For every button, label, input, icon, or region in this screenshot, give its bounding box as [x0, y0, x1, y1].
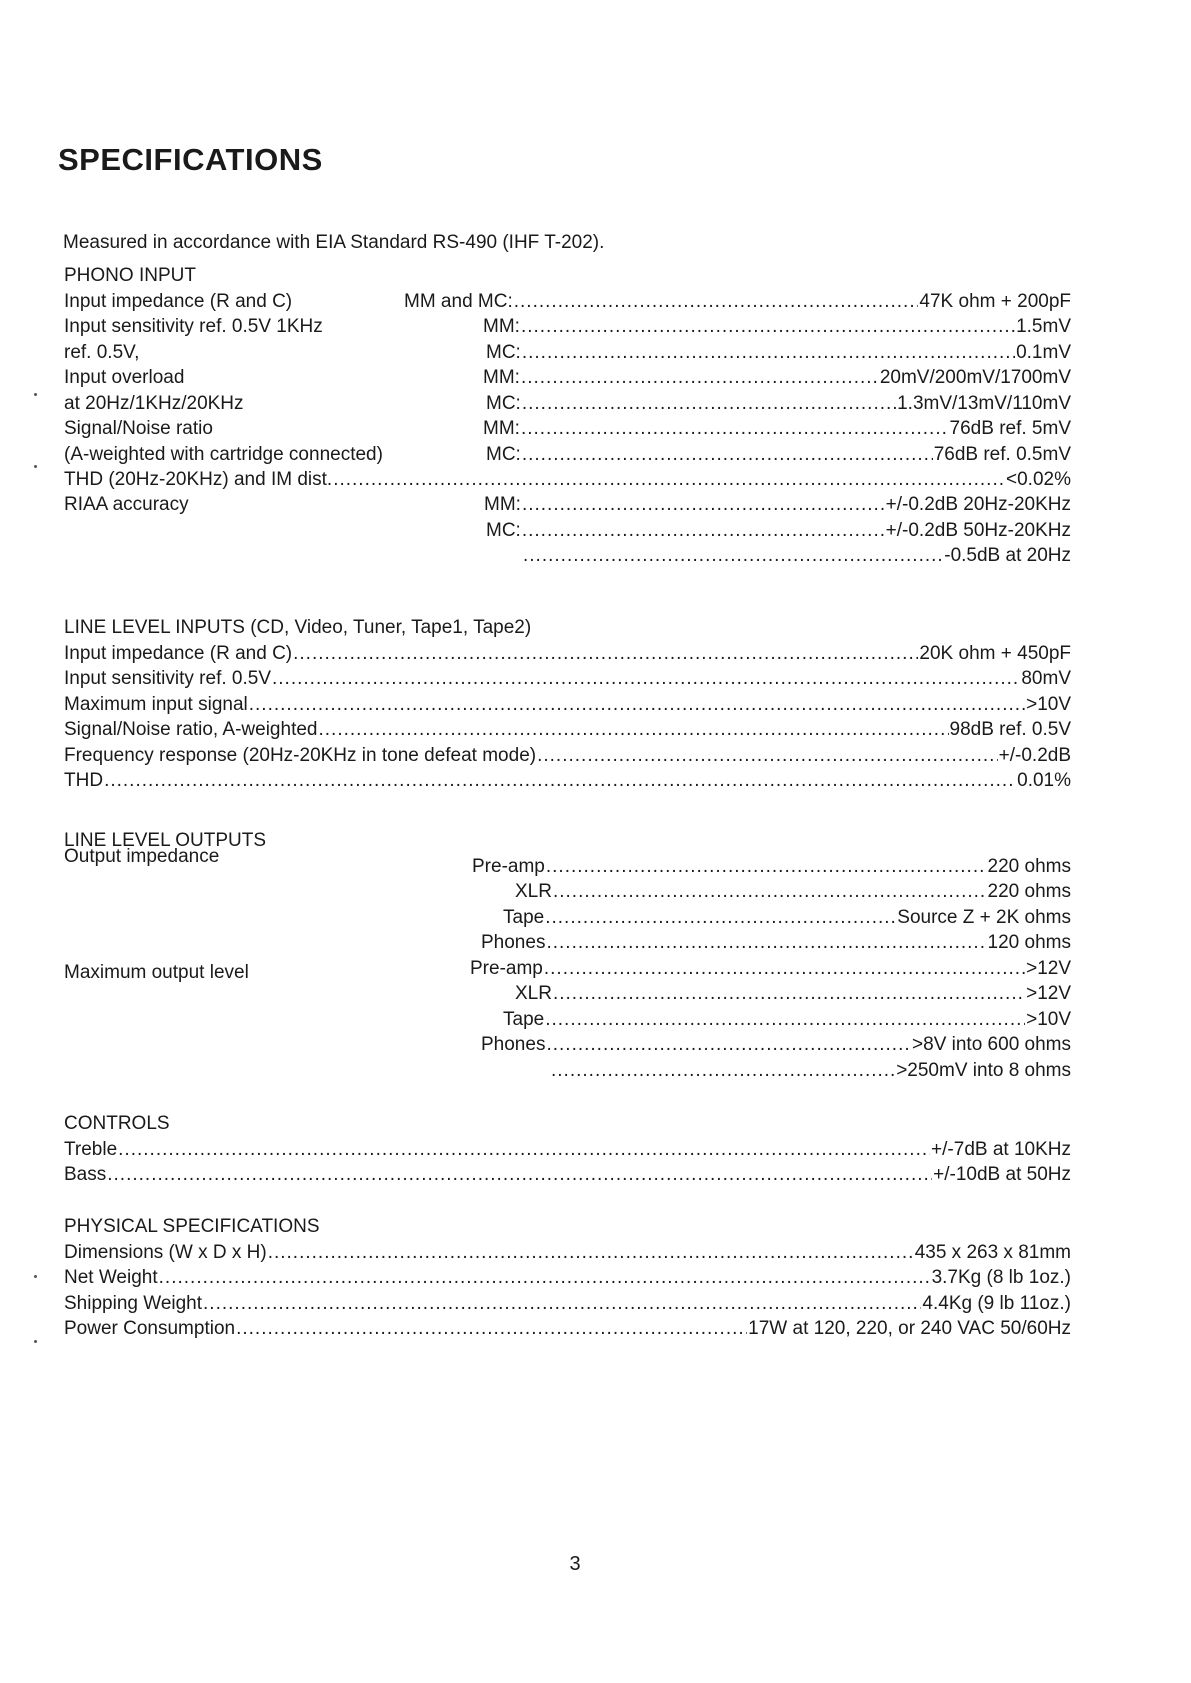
spec-row — [404, 289, 1071, 315]
spec-value: 17W at 120, 220, or 240 VAC 50/60Hz — [748, 1318, 1071, 1339]
spec-label: at 20Hz/1KHz/20KHz — [64, 392, 244, 414]
spec-label: Signal/Noise ratio — [64, 418, 213, 439]
spec-value: 47K ohm + 200pF — [919, 290, 1071, 312]
spec-row — [470, 981, 1071, 1007]
page-number: 3 — [569, 1553, 581, 1575]
spec-value: 4.4Kg (9 lb 11oz.) — [922, 1292, 1071, 1314]
spec-value: 20mV/200mV/1700mV — [879, 367, 1071, 388]
spec-sublabel: MC: — [486, 519, 521, 541]
spec-row — [472, 905, 1071, 931]
section-heading: CONTROLS — [64, 1113, 170, 1134]
spec-label: Input overload — [64, 367, 185, 388]
spec-row — [404, 340, 1071, 366]
spec-value: 1.5mV — [1016, 316, 1071, 337]
max-output-label-col — [64, 960, 249, 986]
leader-dots — [546, 1032, 911, 1058]
leader-dots — [545, 905, 896, 931]
spec-row — [64, 1162, 1071, 1188]
spec-value: 220 ohms — [987, 881, 1071, 902]
spec-sublabel: MM: — [484, 494, 521, 515]
spec-label: Input sensitivity ref. 0.5V 1KHz — [64, 316, 323, 337]
spec-row — [64, 717, 1071, 743]
spec-sublabel: XLR — [515, 881, 552, 902]
spec-value: 435 x 263 x 81mm — [914, 1241, 1071, 1263]
spec-sublabel: MM: — [483, 367, 520, 388]
leader-dots — [333, 467, 1005, 493]
spec-value: +/-0.2dB 50Hz-20KHz — [885, 519, 1071, 541]
output-impedance-label-col — [64, 844, 219, 870]
spec-row — [404, 314, 1071, 340]
spec-label: Input sensitivity ref. 0.5V — [64, 668, 271, 689]
riaa-block — [64, 492, 1071, 569]
spec-sublabel: Phones — [481, 932, 546, 953]
line-inputs-section — [64, 615, 1071, 794]
spec-label: Dimensions (W x D x H) — [64, 1241, 267, 1263]
leader-dots — [514, 289, 919, 315]
phono-section — [64, 263, 1071, 569]
spec-row — [64, 692, 1071, 718]
spec-sublabel: Pre-amp — [470, 957, 543, 979]
spec-row — [64, 1137, 1071, 1163]
section-heading: LINE LEVEL INPUTS (CD, Video, Tuner, Tape1, Tape2) — [64, 617, 532, 638]
spec-value: >10V — [1026, 693, 1071, 715]
leader-dots — [537, 743, 998, 769]
output-impedance-values — [472, 854, 1071, 956]
spec-row — [64, 768, 1071, 794]
physical-section — [64, 1214, 1071, 1342]
spec-row — [64, 1291, 1071, 1317]
leader-dots — [318, 717, 948, 743]
spec-label: Treble — [64, 1138, 118, 1160]
spec-label: ref. 0.5V, — [64, 341, 140, 363]
phono-values — [404, 289, 1071, 468]
spec-value: <0.02% — [1006, 468, 1071, 490]
leader-dots — [546, 930, 986, 956]
spec-label: RIAA accuracy — [64, 494, 189, 515]
line-outputs-section — [64, 828, 1071, 1084]
spec-value: 220 ohms — [987, 855, 1071, 877]
phono-block — [64, 289, 1071, 467]
spec-row — [470, 1007, 1071, 1033]
spec-row — [64, 666, 1071, 692]
spec-value: Source Z + 2K ohms — [897, 906, 1071, 928]
spec-row — [404, 391, 1071, 417]
section-heading: PHYSICAL SPECIFICATIONS — [64, 1216, 320, 1237]
spec-label: Net Weight — [64, 1267, 158, 1288]
spec-label: Maximum input signal — [64, 693, 248, 715]
scan-speck — [34, 1340, 37, 1343]
spec-label: Frequency response (20Hz-20KHz in tone defeat mode) — [64, 744, 537, 766]
spec-row — [64, 641, 1071, 667]
spec-label: THD (20Hz-20KHz) and IM dist. — [64, 468, 333, 490]
spec-sublabel: MC: — [486, 392, 521, 414]
spec-row — [470, 1032, 1071, 1058]
leader-dots — [553, 879, 987, 905]
spec-sublabel: MC: — [486, 341, 521, 363]
leader-dots — [236, 1316, 747, 1342]
spec-value: >10V — [1026, 1008, 1071, 1030]
scan-speck — [34, 393, 37, 396]
riaa-values — [484, 492, 1071, 569]
spec-sublabel: MC: — [486, 443, 521, 465]
spec-row — [404, 442, 1071, 468]
spec-value: 76dB ref. 0.5mV — [933, 443, 1071, 465]
leader-dots — [272, 666, 1020, 692]
leader-dots — [522, 492, 885, 518]
spec-value: 120 ohms — [987, 932, 1071, 953]
leader-dots — [293, 641, 918, 667]
leader-dots — [159, 1265, 931, 1291]
spec-sublabel: Tape — [503, 1008, 545, 1030]
leader-dots — [546, 854, 987, 880]
spec-row — [484, 492, 1071, 518]
leader-dots — [551, 1058, 895, 1084]
leader-dots — [268, 1240, 914, 1266]
spec-sublabel: Tape — [503, 906, 545, 928]
spec-value: >12V — [1026, 983, 1071, 1004]
spec-label: Bass — [64, 1164, 107, 1185]
page-title: SPECIFICATIONS — [58, 142, 323, 177]
spec-label: Shipping Weight — [64, 1292, 203, 1314]
spec-label: THD — [64, 770, 104, 791]
leader-dots — [104, 768, 1016, 794]
spec-value: +/-10dB at 50Hz — [933, 1164, 1071, 1185]
spec-row — [64, 1316, 1071, 1342]
leader-dots — [249, 692, 1025, 718]
spec-label: Input impedance (R and C) — [64, 290, 293, 312]
leader-dots — [522, 518, 885, 544]
spec-row — [472, 930, 1071, 956]
spec-row — [470, 956, 1071, 982]
spec-row — [470, 1058, 1071, 1084]
leader-dots — [522, 391, 896, 417]
max-output-values — [470, 956, 1071, 1084]
spec-sublabel: Pre-amp — [472, 855, 545, 877]
spec-row — [64, 467, 1071, 493]
scan-speck — [34, 465, 37, 468]
leader-dots — [107, 1162, 932, 1188]
spec-value: 3.7Kg (8 lb 1oz.) — [931, 1267, 1071, 1288]
spec-value: 20K ohm + 450pF — [919, 642, 1071, 664]
spec-value: +/-0.2dB — [998, 744, 1071, 766]
spec-value: 0.01% — [1017, 770, 1071, 791]
spec-row — [64, 1265, 1071, 1291]
spec-value: 1.3mV/13mV/110mV — [897, 392, 1071, 414]
spec-row — [64, 743, 1071, 769]
spec-row — [64, 1240, 1071, 1266]
spec-row — [404, 416, 1071, 442]
spec-row — [484, 518, 1071, 544]
spec-row — [484, 543, 1071, 569]
riaa-label-col — [64, 492, 189, 518]
spec-value: +/-7dB at 10KHz — [931, 1138, 1071, 1160]
spec-sublabel: XLR — [515, 983, 552, 1004]
spec-label: Signal/Noise ratio, A-weighted — [64, 719, 318, 740]
spec-row — [472, 879, 1071, 905]
spec-label: Output impedance — [64, 845, 220, 867]
output-impedance-block — [64, 845, 1071, 956]
spec-sublabel: MM: — [483, 316, 520, 337]
spec-value: 0.1mV — [1016, 341, 1071, 363]
leader-dots — [522, 442, 933, 468]
leader-dots — [521, 314, 1015, 340]
intro-text: Measured in accordance with EIA Standard RS-490 (IHF T-202). — [63, 232, 605, 253]
spec-row — [472, 854, 1071, 880]
spec-sublabel: Phones — [481, 1034, 546, 1055]
spec-value: >8V into 600 ohms — [912, 1034, 1071, 1055]
leader-dots — [523, 543, 943, 569]
controls-section — [64, 1111, 1071, 1188]
spec-value: 98dB ref. 0.5V — [949, 719, 1071, 740]
leader-dots — [118, 1137, 930, 1163]
leader-dots — [544, 956, 1025, 982]
spec-value: 80mV — [1021, 668, 1071, 689]
spec-label: Power Consumption — [64, 1318, 236, 1339]
max-output-block — [64, 956, 1071, 1084]
section-heading: LINE LEVEL OUTPUTS — [64, 830, 267, 851]
spec-row — [404, 365, 1071, 391]
spec-label: Input impedance (R and C) — [64, 642, 293, 664]
spec-value: >250mV into 8 ohms — [896, 1059, 1071, 1081]
spec-value: 76dB ref. 5mV — [949, 418, 1071, 439]
spec-label: Maximum output level — [64, 961, 249, 983]
leader-dots — [553, 981, 1025, 1007]
spec-value: -0.5dB at 20Hz — [944, 545, 1071, 566]
leader-dots — [521, 365, 879, 391]
section-heading: PHONO INPUT — [64, 265, 196, 286]
phono-left-labels — [64, 289, 383, 468]
leader-dots — [522, 340, 1015, 366]
scan-speck — [34, 1275, 37, 1278]
leader-dots — [545, 1007, 1025, 1033]
leader-dots — [203, 1291, 921, 1317]
spec-sublabel: MM and MC: — [404, 290, 513, 312]
spec-value: +/-0.2dB 20Hz-20KHz — [885, 494, 1071, 515]
leader-dots — [521, 416, 949, 442]
spec-sublabel: MM: — [483, 418, 520, 439]
spec-label: (A-weighted with cartridge connected) — [64, 443, 383, 465]
spec-value: >12V — [1026, 957, 1071, 979]
